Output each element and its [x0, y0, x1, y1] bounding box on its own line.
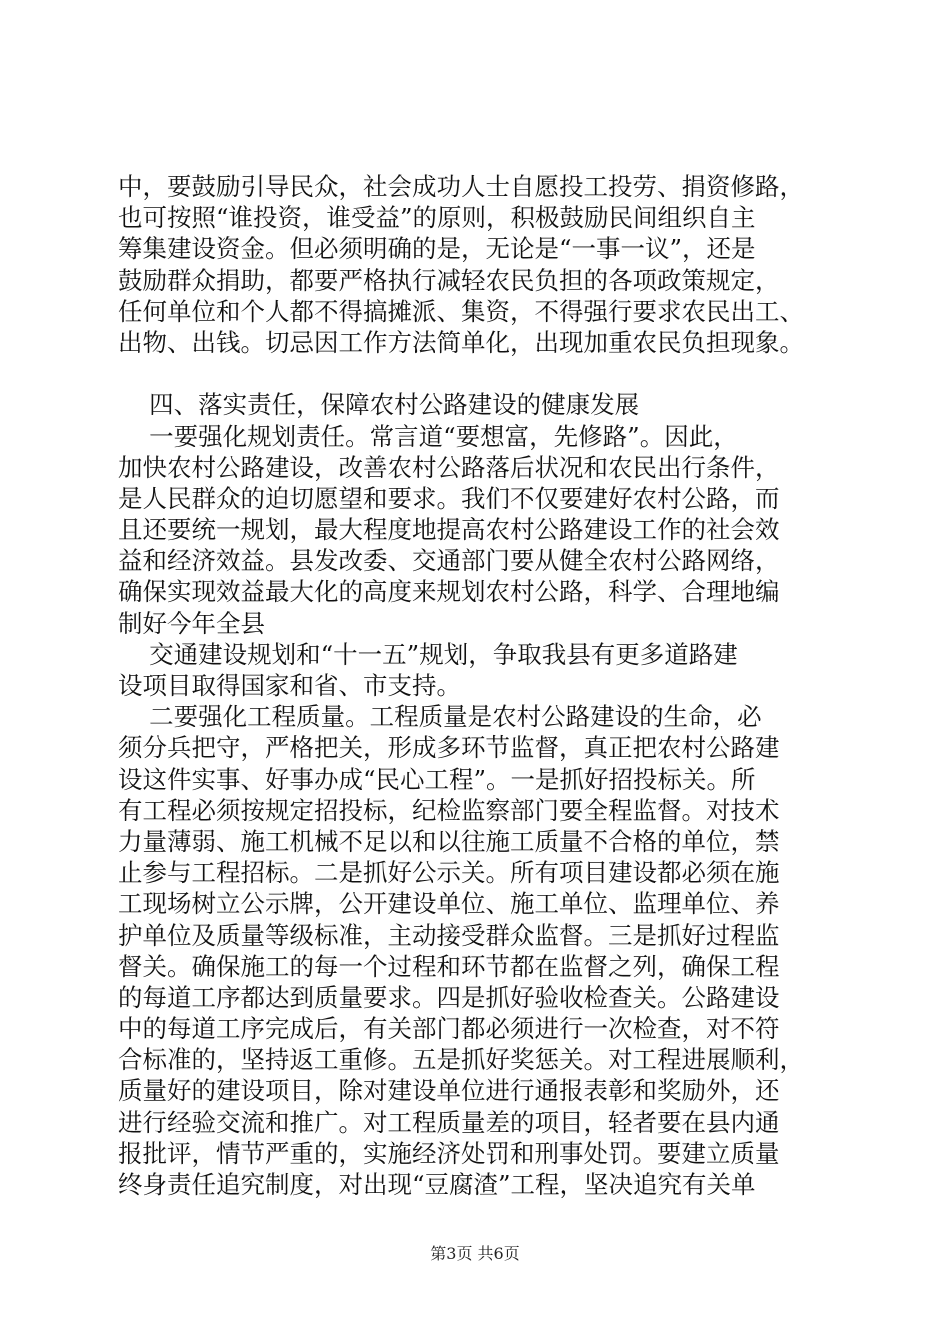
text-line: 确保实现效益最大化的高度来规划农村公路，科学、合理地编 — [118, 577, 780, 607]
text-line: 合标准的，坚持返工重修。五是抓好奖惩关。对工程进展顺利， — [118, 1045, 804, 1075]
text-line: 加快农村公路建设，改善农村公路落后状况和农民出行条件， — [118, 452, 780, 482]
text-line: 出物、出钱。切忌因工作方法简单化，出现加重农民负担现象。 — [118, 327, 804, 357]
text-line: 任何单位和个人都不得搞摊派、集资，不得强行要求农民出工、 — [118, 296, 804, 326]
paragraph-gap — [118, 358, 838, 389]
text-line: 中，要鼓励引导民众，社会成功人士自愿投工投劳、捐资修路， — [118, 172, 804, 201]
text-line: 筹集建设资金。但必须明确的是，无论是“一事一议”，还是 — [118, 234, 756, 264]
text-line: 也可按照“谁投资，谁受益”的原则，积极鼓励民间组织自主 — [118, 203, 756, 233]
text-line: 力量薄弱、施工机械不足以和以往施工质量不合格的单位，禁 — [118, 826, 780, 856]
text-line: 护单位及质量等级标准，主动接受群众监督。三是抓好过程监 — [118, 920, 780, 950]
text-line: 终身责任追究制度，对出现“豆腐渣”工程，坚决追究有关单 — [118, 1170, 756, 1199]
text-line: 四、落实责任，保障农村公路建设的健康发展 — [118, 390, 640, 420]
text-line: 督关。确保施工的每一个过程和环节都在监督之列，确保工程 — [118, 951, 780, 981]
text-line: 须分兵把守，严格把关，形成多环节监督，真正把农村公路建 — [118, 733, 780, 763]
text-line: 二要强化工程质量。工程质量是农村公路建设的生命，必 — [118, 702, 762, 732]
text-line: 报批评，情节严重的，实施经济处罚和刑事处罚。要建立质量 — [118, 1138, 780, 1168]
text-line: 中的每道工序完成后，有关部门都必须进行一次检查，对不符 — [118, 1014, 780, 1044]
page-footer: 第3页 共6页 — [430, 1244, 520, 1263]
text-line: 止参与工程招标。二是抓好公示关。所有项目建设都必须在施 — [118, 858, 780, 888]
body-text — [118, 171, 838, 1200]
text-line: 质量好的建设项目，除对建设单位进行通报表彰和奖励外，还 — [118, 1076, 780, 1106]
text-line: 设这件实事、好事办成“民心工程”。一是抓好招投标关。所 — [118, 764, 756, 794]
text-line: 设项目取得国家和省、市支持。 — [118, 671, 461, 700]
text-line: 益和经济效益。县发改委、交通部门要从健全农村公路网络， — [118, 546, 780, 576]
text-line: 是人民群众的迫切愿望和要求。我们不仅要建好农村公路，而 — [118, 483, 780, 513]
text-line: 有工程必须按规定招投标，纪检监察部门要全程监督。对技术 — [118, 795, 780, 825]
text-line: 一要强化规划责任。常言道“要想富，先修路”。因此， — [118, 421, 738, 451]
text-line: 工现场树立公示牌，公开建设单位、施工单位、监理单位、养 — [118, 889, 780, 919]
text-line: 且还要统一规划，最大程度地提高农村公路建设工作的社会效 — [118, 515, 780, 545]
text-line: 鼓励群众捐助，都要严格执行减轻农民负担的各项政策规定， — [118, 265, 780, 295]
text-line: 交通建设规划和“十一五”规划，争取我县有更多道路建 — [118, 639, 738, 669]
text-line: 进行经验交流和推广。对工程质量差的项目，轻者要在县内通 — [118, 1107, 780, 1137]
text-line: 的每道工序都达到质量要求。四是抓好验收检查关。公路建设 — [118, 982, 780, 1012]
text-line: 制好今年全县 — [118, 608, 265, 638]
